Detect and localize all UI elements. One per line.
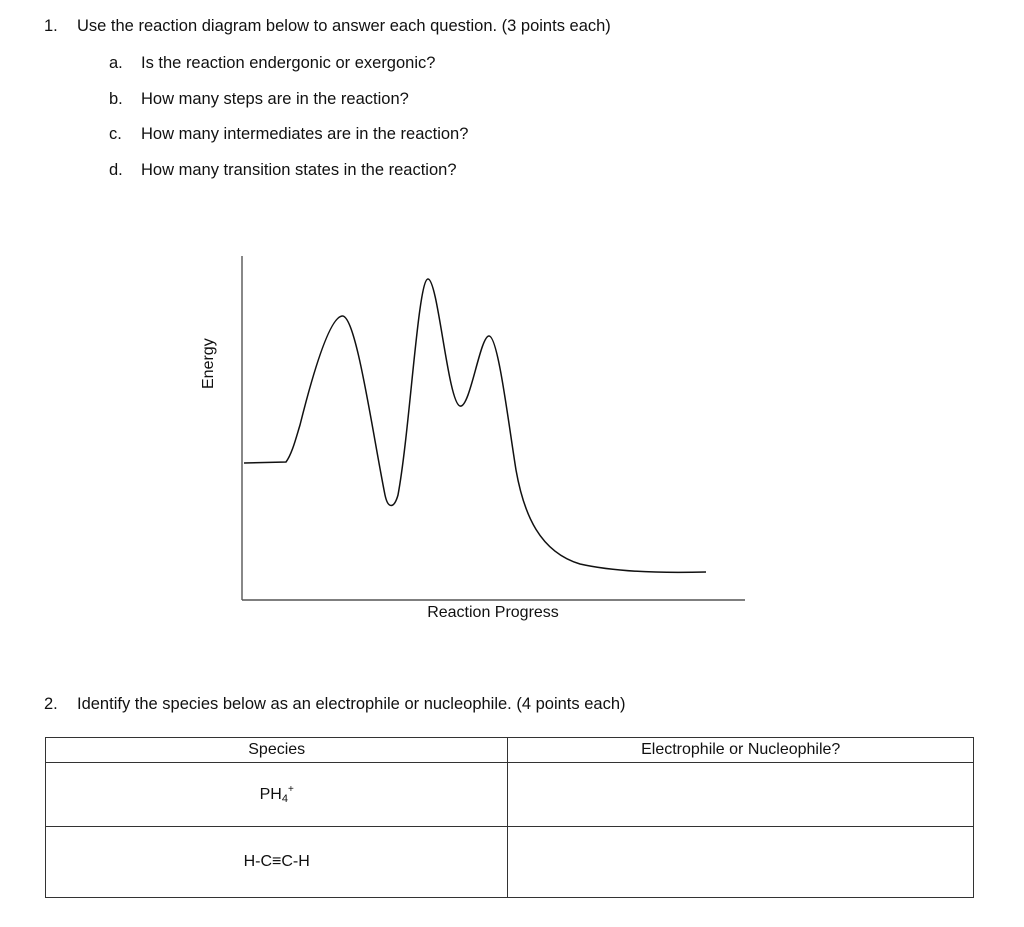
- question-2-number: 2.: [44, 695, 58, 713]
- sub-question-text: How many transition states in the reaction?: [141, 161, 457, 179]
- species-column-header: Species: [46, 738, 508, 763]
- question-1-number: 1.: [44, 17, 58, 35]
- species-cell: [46, 763, 508, 827]
- species-superscript: +: [287, 784, 294, 795]
- question-2-prompt: Identify the species below as an electrophile or nucleophile. (4 points each): [77, 695, 626, 713]
- table-row: [46, 763, 974, 827]
- sub-question-text: Is the reaction endergonic or exergonic?: [141, 54, 436, 72]
- table-header-row: [46, 738, 974, 763]
- sub-question-letter: b.: [109, 90, 123, 108]
- species-base: PH: [259, 786, 282, 803]
- species-table: [45, 737, 974, 898]
- table-row: [46, 827, 974, 898]
- species-subscript: 4: [281, 793, 288, 805]
- question-2-heading: [44, 694, 744, 714]
- sub-question-text: How many intermediates are in the reaction?: [141, 125, 469, 143]
- sub-question-text: How many steps are in the reaction?: [141, 90, 409, 108]
- sub-question-letter: c.: [109, 125, 122, 143]
- species-cell: [46, 827, 508, 898]
- answer-cell[interactable]: [508, 827, 974, 898]
- reaction-progress-axis-label: Reaction Progress: [427, 604, 559, 621]
- question-1-prompt: Use the reaction diagram below to answer each question. (3 points each): [77, 17, 611, 35]
- energy-curve: [244, 279, 706, 572]
- answer-cell[interactable]: [508, 763, 974, 827]
- energy-axis-label: Energy: [200, 338, 217, 389]
- species-ph4-plus: [260, 784, 294, 805]
- species-acetylene: H-C≡C-H: [243, 853, 310, 870]
- sub-question-letter: a.: [109, 54, 123, 72]
- classification-column-header: Electrophile or Nucleophile?: [508, 738, 974, 763]
- sub-question-letter: d.: [109, 161, 123, 179]
